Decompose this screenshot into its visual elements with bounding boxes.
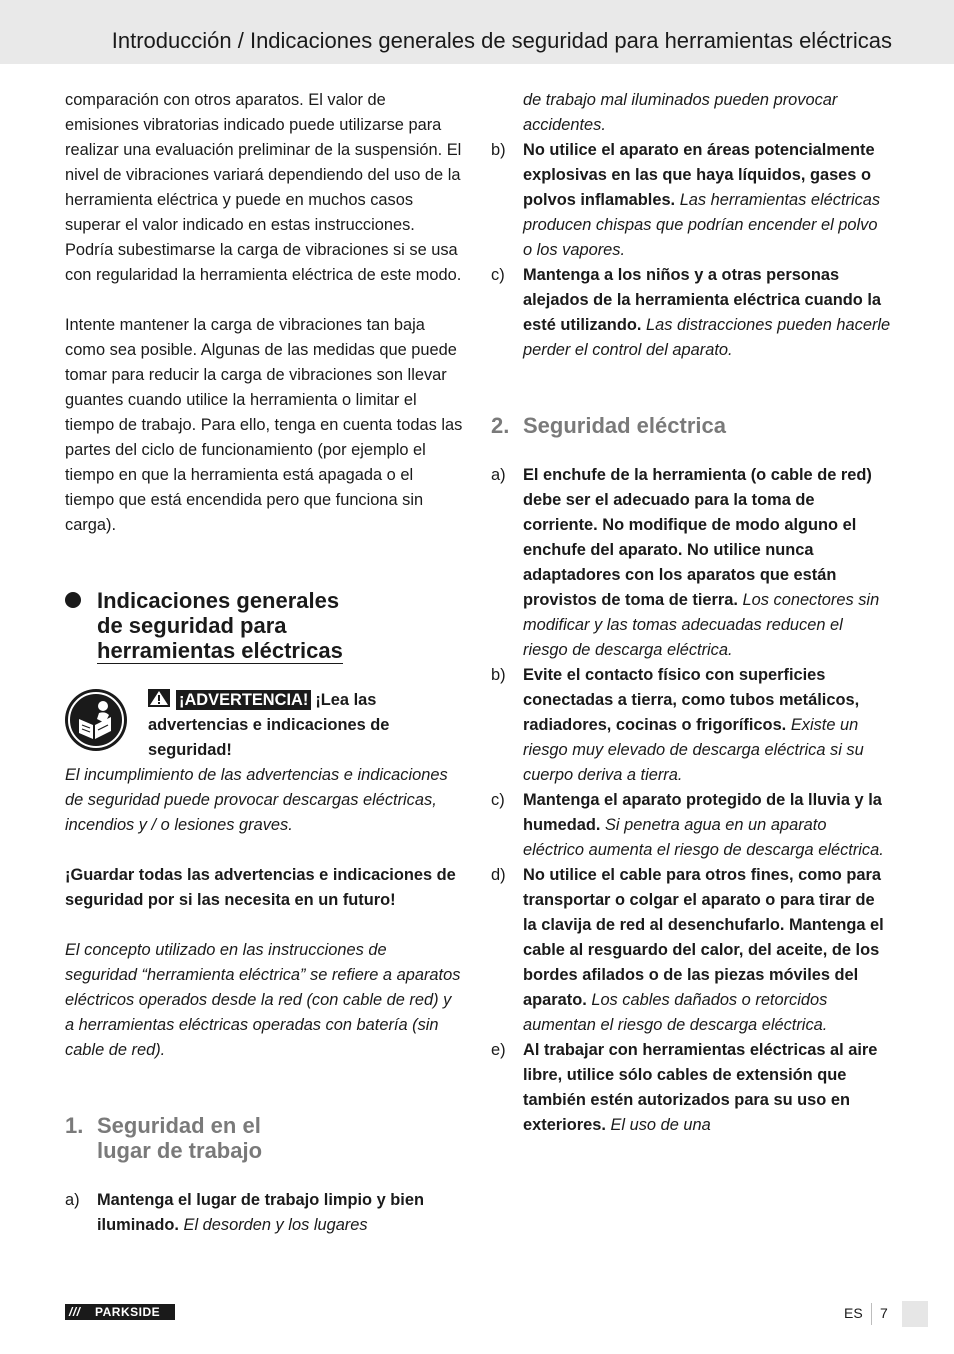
list-item-bold: El enchufe de la herramienta (o cable de red) debe ser el adecuado para la toma de corriente. No modifique de modo alguno el enchufe del aparato. No utilice nunca adaptadores con los aparatos que están provistos de toma de tierra. <box>523 466 872 609</box>
list-item <box>491 138 891 263</box>
list-item-italic: Existe un riesgo muy elevado de descarga eléctrica si su cuerpo deriva a tierra. <box>523 716 864 784</box>
list-item-italic: Los conectores sin modificar y las tomas adecuadas reducen el riesgo de descarga eléctrica. <box>523 591 880 659</box>
page-number: 7 <box>880 1305 888 1321</box>
list-item-bold: Mantenga el lugar de trabajo limpio y bien iluminado. <box>97 1191 424 1234</box>
footer-corner-box <box>902 1301 928 1327</box>
section-heading-general-safety <box>65 588 463 663</box>
list-item-label: b) <box>491 141 506 159</box>
section-heading-line: de seguridad para <box>97 613 287 638</box>
vibration-paragraph-1: comparación con otros aparatos. El valor de emisiones vibratorias indicado puede utilizarse para realizar una evaluación preliminar de la suspensión. El nivel de vibraciones variará dependiendo del uso de la herramienta eléctrica y puede en muchos casos superar el valor indicado en estas instrucciones. Podría subestimarse la carga de vibraciones si se usa con regularidad la herramienta eléctrica de este modo. <box>65 91 462 284</box>
list-item-bold: Mantenga a los niños y a otras personas alejados de la herramienta eléctrica cuando la esté utilizando. <box>523 266 882 334</box>
list-item-italic: El desorden y los lugares <box>183 1216 368 1234</box>
list-item-label: c) <box>491 791 505 809</box>
list-item-bold: Mantenga el aparato protegido de la lluvia y la humedad. <box>523 791 882 834</box>
list-item-italic: Las distracciones pueden hacerle perder el control del aparato. <box>523 316 891 359</box>
subsection-heading-electrical <box>491 413 891 438</box>
list-item <box>491 263 891 363</box>
right-column <box>491 88 891 1138</box>
subsection-title-line: Seguridad eléctrica <box>523 413 726 438</box>
subsection-title-line: Seguridad en el <box>97 1113 261 1138</box>
list-item-italic: El uso de una <box>610 1116 711 1134</box>
page-title: Introducción / Indicaciones generales de seguridad para herramientas eléctricas <box>111 28 892 53</box>
list-item-italic: de trabajo mal iluminados pueden provocar accidentes. <box>523 91 838 134</box>
warning-italic-text: El incumplimiento de las advertencias e indicaciones de seguridad puede provocar descargas eléctricas, incendios y / o lesiones graves. <box>65 766 448 834</box>
footer-divider <box>871 1303 872 1325</box>
left-column <box>65 88 463 1238</box>
list-item-label: c) <box>491 266 505 284</box>
list-item-label: d) <box>491 866 506 884</box>
warning-label: ¡ADVERTENCIA! <box>176 690 311 710</box>
list-item <box>65 1188 463 1238</box>
list-item-italic: Los cables dañados o retorcidos aumentan el riesgo de descarga eléctrica. <box>523 991 828 1034</box>
page-header <box>0 0 954 64</box>
list-item-label: b) <box>491 666 506 684</box>
logo-slashes-icon: /// <box>69 1305 81 1319</box>
list-item-bold: Evite el contacto físico con superficies conectadas a tierra, como tubos metálicos, radiadores, cocinas o frigoríficos. <box>523 666 860 734</box>
list-item-bold: No utilice el aparato en áreas potencialmente explosivas en las que haya líquidos, gases o polvos inflamables. <box>523 141 875 209</box>
list-item <box>491 788 891 863</box>
subsection-number: 2. <box>491 413 510 438</box>
logo-brand-text: PARKSIDE <box>95 1305 161 1319</box>
list-item <box>491 863 891 1038</box>
vibration-paragraph-2: Intente mantener la carga de vibraciones tan baja como sea posible. Algunas de las medidas que puede tomar para reducir la carga de vibraciones son llevar guantes cuando utilice la herramienta o limitar el tiempo de trabajo. Para ello, tenga en cuenta todas las partes del ciclo de funcionamiento (por ejemplo el tiempo en que la herramienta está apagada o el tiempo que está encendida pero que funciona sin carga). <box>65 316 463 534</box>
section-heading-line: herramientas eléctricas <box>97 638 343 663</box>
read-manual-icon <box>65 689 127 751</box>
list-item <box>491 663 891 788</box>
list-item-label: e) <box>491 1041 506 1059</box>
subsection-number: 1. <box>65 1113 84 1138</box>
bullet-icon <box>65 592 81 608</box>
language-code: ES <box>844 1305 863 1321</box>
subsection-title-line: lugar de trabajo <box>97 1138 263 1163</box>
parkside-logo <box>65 1304 175 1320</box>
list-item-bold: No utilice el cable para otros fines, como para transportar o colgar el aparato o para tirar de la clavija de red al desenchufarlo. Mantenga el cable al resguardo del calor, del aceite, de los bordes afilados o de las piezas móviles del aparato. <box>523 866 884 1009</box>
list-item-label: a) <box>491 466 506 484</box>
section-heading-line: Indicaciones generales <box>97 588 340 613</box>
list-item-italic: Las herramientas eléctricas producen chispas que podrían encender el polvo o los vapores. <box>523 191 881 259</box>
list-item <box>491 1038 891 1138</box>
warning-triangle-icon <box>148 689 170 707</box>
list-item-bold: Al trabajar con herramientas eléctricas al aire libre, utilice sólo cables de extensión que también estén autorizados para su uso en exteriores. <box>523 1041 878 1134</box>
warning-block <box>65 688 463 838</box>
subsection-heading-workplace <box>65 1113 463 1163</box>
warning-bold-text: ¡Lea las advertencias e indicaciones de seguridad! <box>148 691 390 759</box>
list-item-italic: Si penetra agua en un aparato eléctrico aumenta el riesgo de descarga eléctrica. <box>523 816 884 859</box>
concept-note: El concepto utilizado en las instrucciones de seguridad “herramienta eléctrica” se refiere a aparatos eléctricos operados desde la red (con cable de red) y a herramientas eléctricas operadas con batería (sin cable de red). <box>65 941 461 1059</box>
list-item <box>491 88 891 138</box>
list-item-label: a) <box>65 1191 80 1209</box>
list-item <box>491 463 891 663</box>
keep-instructions-notice: ¡Guardar todas las advertencias e indicaciones de seguridad por si las necesita en un futuro! <box>65 866 456 909</box>
